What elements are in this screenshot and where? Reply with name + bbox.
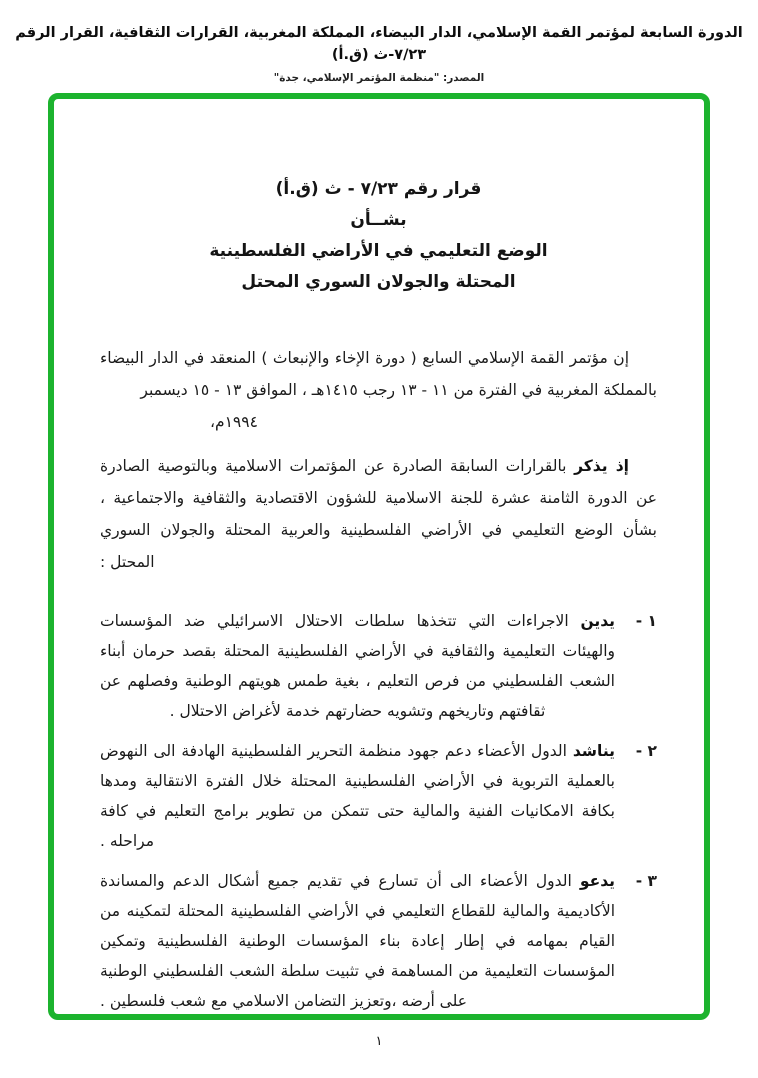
resolution-title-block bbox=[100, 174, 657, 298]
resolution-items bbox=[100, 606, 657, 1016]
header-citation-line: الدورة السابعة لمؤتمر القمة الإسلامي، الدار البيضاء، المملكة المغربية، القرارات الثقافية، القرار الرقم ٧/٢٣-ث (ق.أ) bbox=[15, 25, 743, 63]
item-3-body bbox=[100, 866, 615, 1016]
document-frame bbox=[48, 93, 710, 1020]
page-number: ١ bbox=[375, 1034, 383, 1049]
preamble-paragraph-2-text: بالقرارات السابقة الصادرة عن المؤتمرات الاسلامية وبالتوصية الصادرة عن الدورة الثامنة عشرة للجنة الاسلامية للشؤون الاقتصادية والثقافية والاجتماعية ، بشأن الوضع التعليمي في الأراضي الفلسطينية والعربية المحتلة والجولان السوري المحتل : bbox=[100, 457, 657, 571]
page-header bbox=[0, 22, 758, 86]
preamble-year-line: ١٩٩٤م، bbox=[210, 413, 258, 431]
item-1-number: ١ - bbox=[635, 612, 657, 630]
resolution-number-line: قرار رقم ٧/٢٣ - ث (ق.أ) bbox=[275, 179, 482, 199]
resolution-item-3 bbox=[100, 866, 657, 1016]
item-1-body bbox=[100, 606, 615, 726]
item-2-body bbox=[100, 736, 615, 856]
item-1-lead: يدين bbox=[580, 612, 615, 630]
item-3-lead: يدعو bbox=[579, 872, 615, 890]
header-source-line: المصدر: "منظمة المؤتمر الإسلامي، جدة" bbox=[273, 72, 485, 84]
item-2-number: ٢ - bbox=[635, 742, 657, 760]
item-2-text: الدول الأعضاء دعم جهود منظمة التحرير الفلسطينية الهادفة الى النهوض بالعملية التربوية في الأراضي الفلسطينية المحتلة خلال الفترة الانتقالية ومدها بكافة الامكانيات الفنية والمالية حتى تتمكن من تطوير برامج التعليم في كافة مراحله . bbox=[100, 742, 615, 850]
item-3-number: ٣ - bbox=[635, 872, 657, 890]
preamble-bold-lead: إذ يذكر bbox=[574, 457, 629, 475]
item-1-text: الاجراءات التي تتخذها سلطات الاحتلال الاسرائيلي ضد المؤسسات والهيئات التعليمية والثقافية في الأراضي الفلسطينية المحتلة بقصد حرمان أبناء الشعب الفلسطيني من فرص التعليم ، بغية طمس هويتهم الوطنية وفصلهم عن ثقافتهم وتاريخهم وتشويه حضارتهم خدمة لأغراض الاحتلال . bbox=[100, 612, 615, 720]
document-content bbox=[100, 174, 657, 1016]
resolution-item-2 bbox=[100, 736, 657, 856]
resolution-regarding-line: بشــأن bbox=[350, 210, 407, 230]
resolution-item-1 bbox=[100, 606, 657, 726]
item-2-lead: يناشد bbox=[572, 742, 616, 760]
resolution-subject-line-1: الوضع التعليمي في الأراضي الفلسطينية bbox=[209, 241, 548, 261]
preamble-paragraph-2 bbox=[100, 450, 657, 578]
item-3-text: الدول الأعضاء الى أن تسارع في تقديم جميع أشكال الدعم والمساندة الأكاديمية والمالية للقطاع التعليمي في الأراضي الفلسطينية المحتلة لتمكينه من القيام بمهامه في إطار إعادة بناء المؤسسات الوطنية الفلسطينية وتمكين المؤسسات التعليمية من المساهمة في تثبيت سلطة الشعب الفلسطيني الوطنية على أرضه ،وتعزيز التضامن الاسلامي مع شعب فلسطين . bbox=[100, 872, 615, 1010]
preamble-paragraph-1: إن مؤتمر القمة الإسلامي السابع ( دورة الإخاء والإنبعاث ) المنعقد في الدار البيضاء بالمملكة المغربية في الفترة من ١١ - ١٣ رجب ١٤١٥هـ ، الموافق ١٣ - ١٥ ديسمبر bbox=[100, 349, 657, 399]
resolution-subject-line-2: المحتلة والجولان السوري المحتل bbox=[241, 272, 516, 292]
